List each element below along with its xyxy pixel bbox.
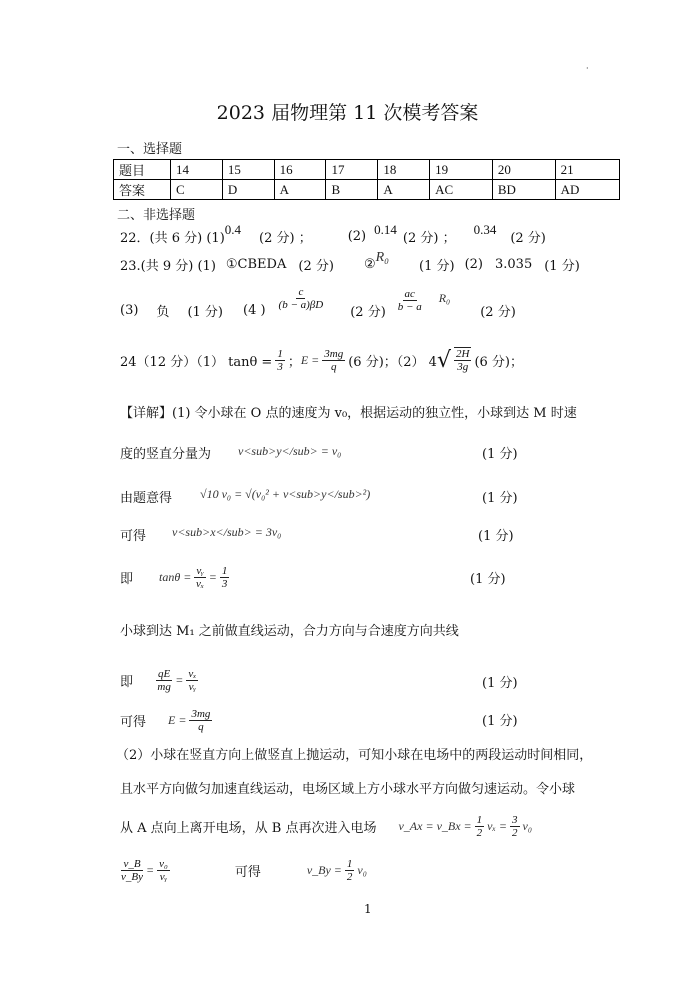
score: (2 分) ； <box>402 231 456 246</box>
text: (2) <box>347 229 367 244</box>
fraction: $\frac{qE}{mg}$ <box>157 667 171 693</box>
text: (4 ) <box>243 302 266 318</box>
score: (1 分) <box>470 572 506 587</box>
fraction: $\frac{3mg}{q}$ <box>324 347 344 373</box>
text: 可得 <box>234 864 261 880</box>
cell: BD <box>492 180 555 200</box>
formula-text: √10 v₀ = √(v₀² + v<sub>y</sub>²) <box>200 487 371 501</box>
answer: R₀ <box>438 290 451 305</box>
page-number: 1 <box>364 902 372 916</box>
text: tanθ = <box>159 569 192 584</box>
answer: 3.035 <box>495 257 533 272</box>
detail-line <box>120 660 201 700</box>
score: (1 分) <box>482 491 518 506</box>
fraction: $\frac{\text{vₓ}}{\text{vᵧ}}$ <box>188 667 197 693</box>
detail-line: 由题意得 <box>120 491 173 506</box>
q23-line2 <box>120 285 516 330</box>
detail-line <box>120 557 232 597</box>
dot-mark: · <box>586 64 589 73</box>
fraction: $\frac{v\_B}{v\_By}$ <box>121 857 143 883</box>
cell: A <box>274 180 326 200</box>
text: (3) <box>120 302 139 318</box>
cell: B <box>326 180 378 200</box>
cell: 题目 <box>114 160 171 180</box>
detail-line <box>120 443 211 462</box>
fraction: $\frac{3}{2}$ <box>512 813 518 839</box>
text: (6 分)；（2） 4 <box>348 354 437 370</box>
q22-line <box>120 221 546 246</box>
formula-text: v<sub>y</sub> = v₀ <box>238 444 342 458</box>
fraction: $\frac{ac}{b - a}$ <box>397 287 422 313</box>
answer: 负 <box>156 304 170 320</box>
text: = <box>208 569 217 584</box>
text: = <box>175 672 184 687</box>
table-row <box>114 160 620 180</box>
text: E = <box>300 352 320 367</box>
answer: ①CBEDA <box>225 257 287 272</box>
fraction: $\frac{2H}{3g}$ <box>456 348 470 373</box>
answer-table <box>113 159 620 200</box>
detail-line: 可得 <box>120 529 147 544</box>
text: 度的竖直分量为 <box>120 447 212 462</box>
q23-line1 <box>120 249 580 274</box>
text: ； <box>287 354 301 370</box>
score: (1 分) <box>478 529 514 544</box>
cell: 16 <box>274 160 326 180</box>
detail-line: （2）小球在竖直方向上做竖直上抛运动，可知小球在电场中的两段运动时间相同， <box>116 748 593 763</box>
text: v_Ax = v_Bx = <box>398 818 472 833</box>
answer: 0.34 <box>473 221 497 237</box>
detail-line <box>120 700 215 740</box>
text: ② <box>363 257 376 272</box>
text: E = <box>168 712 187 727</box>
score: (1 分) <box>187 304 223 320</box>
score: (2 分) <box>510 231 546 246</box>
cell: C <box>171 180 223 200</box>
score: (6 分)； <box>474 354 524 370</box>
cell: 14 <box>171 160 223 180</box>
cell: 20 <box>492 160 555 180</box>
detail-line: 小球到达 M₁ 之前做直线运动，合力方向与合速度方向共线 <box>120 624 459 639</box>
fraction: $\frac{\text{vᵧ}}{\text{vₓ}}$ <box>196 564 205 590</box>
cell: D <box>222 180 274 200</box>
text: v₀ <box>522 818 532 833</box>
score: (2 分) ； <box>259 231 312 246</box>
section-choice: 一、选择题 <box>117 142 183 157</box>
fraction: $\frac{c}{(b - a)\beta D}$ <box>278 285 324 311</box>
detail-line <box>118 850 367 890</box>
text: vₓ = <box>487 818 507 833</box>
q24-line <box>120 340 523 380</box>
cell: A <box>378 180 430 200</box>
fraction: $\frac{\text{v₀}}{\text{vᵧ}}$ <box>159 857 168 883</box>
detail-line: 【详解】(1) 令小球在 O 点的速度为 v₀，根据运动的独立性，小球到达 M 时速 <box>120 406 577 421</box>
cell: 答案 <box>114 180 171 200</box>
formula <box>238 444 341 459</box>
score: (1 分) <box>544 259 580 274</box>
score: (2 分) <box>298 259 334 274</box>
text: v₀ <box>357 862 367 877</box>
answer: 0.4 <box>224 221 242 237</box>
score: (1 分) <box>419 259 455 274</box>
detail-line: 且水平方向做匀加速直线运动，电场区域上方小球水平方向做匀速运动。令小球 <box>120 782 576 797</box>
fraction: $\frac{1}{2}$ <box>476 813 483 839</box>
answer: R₀ <box>375 249 390 265</box>
cell: AC <box>430 180 493 200</box>
text: 23.(共 9 分) (1) <box>120 259 216 274</box>
fraction: $\frac{1}{3}$ <box>277 347 283 373</box>
text: 24（12 分）（1） tanθ = <box>120 354 273 370</box>
cell: 18 <box>378 160 430 180</box>
text: 从 A 点向上离开电场，从 B 点再次进入电场 <box>120 820 377 836</box>
cell: 19 <box>430 160 493 180</box>
table-row <box>114 180 620 200</box>
text: v_By = <box>306 862 342 877</box>
text: (2) <box>464 257 483 272</box>
cell: 21 <box>555 160 619 180</box>
score: (1 分) <box>482 714 518 729</box>
score: (1 分) <box>482 676 518 691</box>
text: 可得 <box>120 714 147 730</box>
text: 22．(共 6 分) (1) <box>120 231 225 246</box>
cell: 17 <box>326 160 378 180</box>
text: 即 <box>120 571 134 587</box>
formula-text: v<sub>x</sub> = 3v₀ <box>172 525 282 539</box>
score: (2 分) <box>480 304 516 320</box>
detail-line <box>120 806 532 846</box>
formula <box>200 487 370 502</box>
page-title: 2023 届物理第 11 次模考答案 <box>216 102 479 124</box>
formula <box>172 525 281 540</box>
score: (2 分) <box>350 304 386 320</box>
answer: 0.14 <box>374 221 397 237</box>
fraction: $\frac{3mg}{q}$ <box>191 707 211 733</box>
text: = <box>145 862 155 877</box>
text: 即 <box>120 674 134 690</box>
cell: 15 <box>222 160 274 180</box>
section-nonchoice: 二、非选择题 <box>117 208 196 223</box>
score: (1 分) <box>482 447 518 462</box>
sqrt-icon: √ <box>436 347 451 373</box>
fraction: $\frac{1}{3}$ <box>221 564 228 590</box>
cell: AD <box>555 180 619 200</box>
fraction: $\frac{1}{2}$ <box>346 857 353 883</box>
